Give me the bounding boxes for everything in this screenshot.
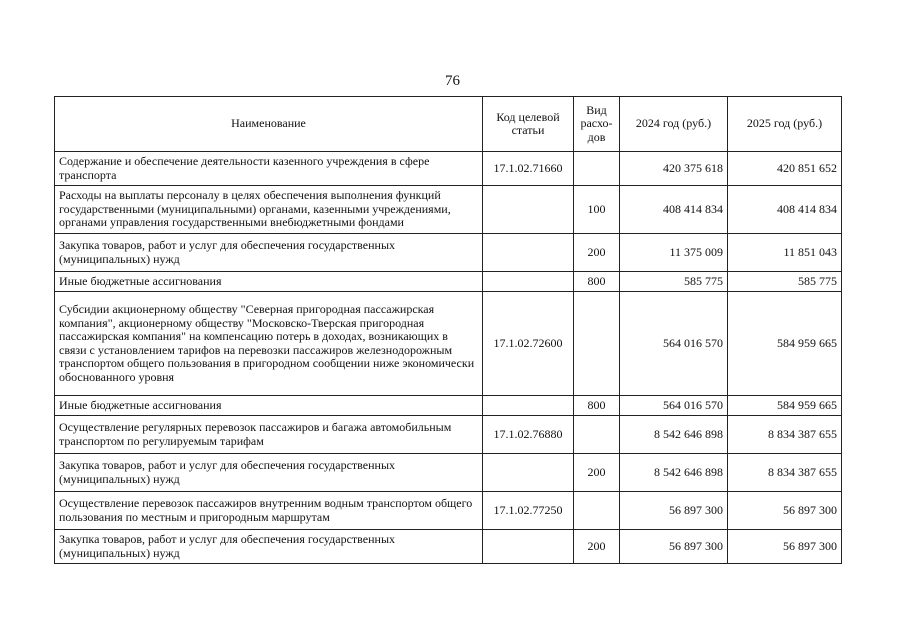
header-2024: 2024 год (руб.) — [620, 97, 728, 152]
table-row — [55, 492, 842, 530]
table-row — [55, 416, 842, 454]
row-code — [483, 234, 574, 272]
row-code — [483, 186, 574, 234]
row-2025: 56 897 300 — [728, 492, 842, 530]
table-row — [55, 396, 842, 416]
row-kind — [574, 492, 620, 530]
row-2025: 584 959 665 — [728, 396, 842, 416]
table-row — [55, 292, 842, 396]
row-name: Субсидии акционерному обществу "Северная пригородная пассажирская компания", акционерному обществу "Московско-Тверская пригородная пассажирская компания" на компенсацию потерь в доходах, возникающих в связи с установлением тарифов на перевозки пассажиров железнодорожным транспортом общего пользования в пригородном сообщении ниже экономически обоснованного уровня — [55, 292, 483, 396]
row-code: 17.1.02.72600 — [483, 292, 574, 396]
row-name: Иные бюджетные ассигнования — [55, 272, 483, 292]
row-kind — [574, 292, 620, 396]
row-kind: 800 — [574, 396, 620, 416]
table-row — [55, 234, 842, 272]
row-2024: 564 016 570 — [620, 396, 728, 416]
row-code: 17.1.02.77250 — [483, 492, 574, 530]
header-kind: Вид расхо-дов — [574, 97, 620, 152]
row-code — [483, 454, 574, 492]
row-name: Закупка товаров, работ и услуг для обеспечения государственных (муниципальных) нужд — [55, 454, 483, 492]
row-name: Закупка товаров, работ и услуг для обеспечения государственных (муниципальных) нужд — [55, 530, 483, 564]
row-2024: 8 542 646 898 — [620, 416, 728, 454]
row-2024: 11 375 009 — [620, 234, 728, 272]
row-kind: 200 — [574, 454, 620, 492]
table-row — [55, 186, 842, 234]
row-2024: 585 775 — [620, 272, 728, 292]
header-name: Наименование — [55, 97, 483, 152]
row-kind: 200 — [574, 234, 620, 272]
row-2024: 564 016 570 — [620, 292, 728, 396]
row-2025: 56 897 300 — [728, 530, 842, 564]
row-kind: 800 — [574, 272, 620, 292]
row-kind — [574, 416, 620, 454]
table-row — [55, 152, 842, 186]
row-name: Содержание и обеспечение деятельности казенного учреждения в сфере транспорта — [55, 152, 483, 186]
row-code: 17.1.02.76880 — [483, 416, 574, 454]
row-code — [483, 530, 574, 564]
budget-table — [54, 96, 842, 564]
row-2025: 585 775 — [728, 272, 842, 292]
row-kind: 100 — [574, 186, 620, 234]
row-name: Расходы на выплаты персоналу в целях обеспечения выполнения функций государственными (муниципальными) органами, казенными учреждениями, органами управления государственными внебюджетными фондами — [55, 186, 483, 234]
row-2025: 420 851 652 — [728, 152, 842, 186]
row-code: 17.1.02.71660 — [483, 152, 574, 186]
header-code: Код целевой статьи — [483, 97, 574, 152]
row-2024: 56 897 300 — [620, 492, 728, 530]
table-row — [55, 454, 842, 492]
row-kind — [574, 152, 620, 186]
row-2025: 408 414 834 — [728, 186, 842, 234]
row-2025: 8 834 387 655 — [728, 416, 842, 454]
table-row — [55, 272, 842, 292]
row-name: Иные бюджетные ассигнования — [55, 396, 483, 416]
row-kind: 200 — [574, 530, 620, 564]
header-2025: 2025 год (руб.) — [728, 97, 842, 152]
page-number: 76 — [445, 73, 460, 89]
row-2024: 8 542 646 898 — [620, 454, 728, 492]
row-2024: 56 897 300 — [620, 530, 728, 564]
row-name: Осуществление регулярных перевозок пассажиров и багажа автомобильным транспортом по регулируемым тарифам — [55, 416, 483, 454]
row-name: Осуществление перевозок пассажиров внутренним водным транспортом общего пользования по местным и пригородным маршрутам — [55, 492, 483, 530]
table-row — [55, 530, 842, 564]
row-2025: 11 851 043 — [728, 234, 842, 272]
row-2024: 420 375 618 — [620, 152, 728, 186]
row-code — [483, 396, 574, 416]
table-body — [55, 152, 842, 564]
row-2025: 584 959 665 — [728, 292, 842, 396]
row-2024: 408 414 834 — [620, 186, 728, 234]
table-header-row — [55, 97, 842, 152]
row-2025: 8 834 387 655 — [728, 454, 842, 492]
row-name: Закупка товаров, работ и услуг для обеспечения государственных (муниципальных) нужд — [55, 234, 483, 272]
row-code — [483, 272, 574, 292]
